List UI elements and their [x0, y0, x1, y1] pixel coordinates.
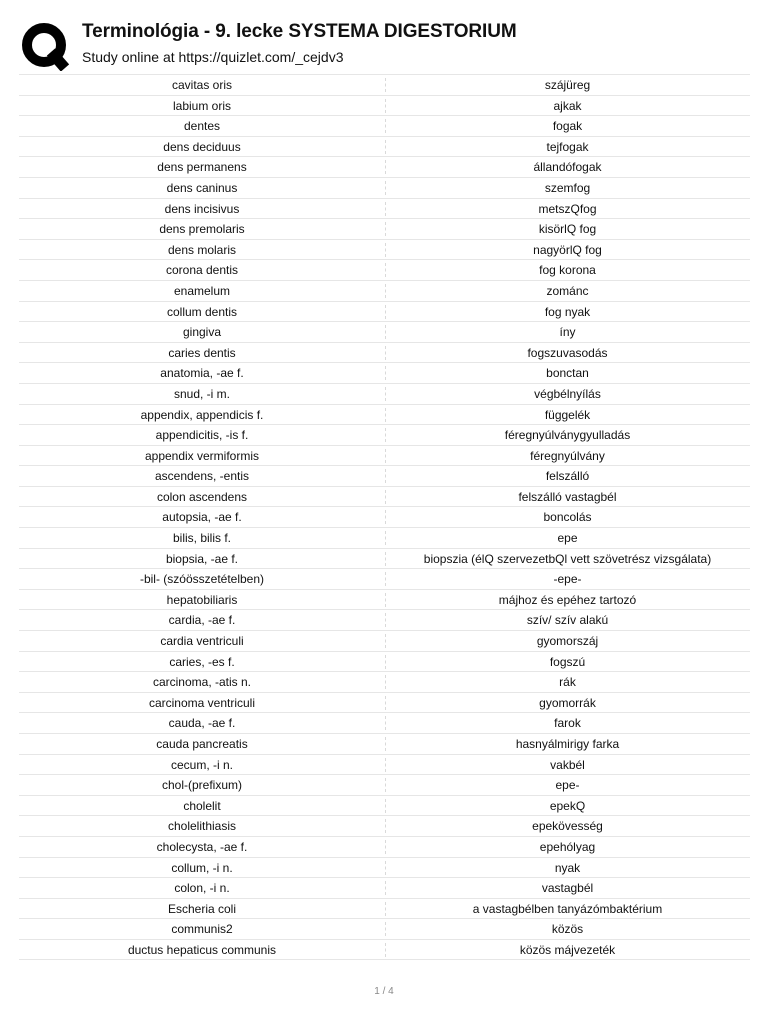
- definition-cell: zománc: [546, 283, 589, 298]
- table-row: [19, 692, 750, 713]
- table-row: [19, 836, 750, 857]
- definition-cell: szemfog: [544, 180, 591, 195]
- term-cell: carcinoma ventriculi: [148, 695, 256, 710]
- table-row: [19, 815, 750, 836]
- table-row: [19, 383, 750, 404]
- term-cell: appendix vermiformis: [144, 448, 260, 463]
- definition-cell: nyak: [554, 860, 581, 875]
- definition-cell: állandófogak: [533, 160, 602, 175]
- term-cell: biopsia, -ae f.: [165, 551, 239, 566]
- definition-cell: gyomorrák: [539, 695, 596, 710]
- term-cell: chol-(prefixum): [161, 778, 242, 793]
- table-row: [19, 486, 750, 507]
- term-cell: ascendens, -entis: [154, 469, 250, 484]
- term-cell: colon, -i n.: [174, 881, 230, 896]
- definition-cell: epekövesség: [532, 819, 603, 834]
- definition-cell: a vastagbélben tanyázómbaktérium: [472, 901, 663, 916]
- definition-cell: vastagbél: [541, 881, 594, 896]
- table-row: [19, 651, 750, 672]
- term-table: [19, 74, 750, 960]
- term-cell: corona dentis: [165, 263, 239, 278]
- table-row: [19, 939, 750, 960]
- term-cell: caries, -es f.: [169, 654, 235, 669]
- term-cell: cauda, -ae f.: [168, 716, 236, 731]
- table-row: [19, 95, 750, 116]
- table-row: [19, 898, 750, 919]
- term-cell: cauda pancreatis: [156, 737, 248, 751]
- definition-cell: fogak: [552, 119, 583, 134]
- table-row: [19, 74, 750, 95]
- term-cell: communis2: [171, 922, 233, 937]
- definition-cell: epehólyag: [539, 839, 596, 854]
- quizlet-logo-icon: [20, 21, 70, 71]
- table-row: [19, 609, 750, 630]
- table-row: [19, 424, 750, 445]
- table-row: [19, 198, 750, 219]
- term-cell: cardia ventriculi: [160, 634, 244, 649]
- table-row: [19, 362, 750, 383]
- table-row: [19, 445, 750, 466]
- definition-cell: féregnyúlványgyulladás: [504, 428, 631, 443]
- definition-cell: függelék: [544, 407, 591, 422]
- term-cell: anatomia, -ae f.: [160, 366, 244, 381]
- definition-cell: rák: [559, 675, 576, 690]
- term-cell: autopsia, -ae f.: [162, 510, 242, 525]
- table-row: [19, 404, 750, 425]
- term-cell: cholelit: [183, 798, 221, 813]
- table-row: [19, 115, 750, 136]
- term-cell: dentes: [183, 119, 221, 134]
- definition-cell: fog nyak: [544, 304, 591, 319]
- table-row: [19, 774, 750, 795]
- table-row: [19, 156, 750, 177]
- definition-cell: fog korona: [539, 263, 596, 278]
- table-row: [19, 712, 750, 733]
- term-cell: enamelum: [173, 283, 231, 298]
- term-cell: ductus hepaticus communis: [127, 942, 277, 957]
- definition-cell: nagyörlQ fog: [533, 242, 602, 257]
- table-row: [19, 795, 750, 816]
- term-cell: Escheria coli: [167, 901, 237, 916]
- term-cell: snud, -i m.: [173, 386, 230, 401]
- definition-cell: ajkak: [553, 98, 582, 113]
- definition-cell: bonctan: [546, 366, 589, 381]
- document-header: [20, 18, 750, 72]
- term-cell: bilis, bilis f.: [172, 531, 231, 546]
- term-cell: colon ascendens: [156, 489, 248, 504]
- term-cell: caries dentis: [168, 345, 236, 360]
- definition-cell: epekQ: [549, 798, 586, 813]
- document-title: Terminológia - 9. lecke SYSTEMA DIGESTORIUM: [82, 21, 517, 42]
- table-row: [19, 136, 750, 157]
- term-cell: hepatobiliaris: [166, 592, 238, 607]
- definition-cell: farok: [554, 716, 581, 731]
- definition-cell: gyomorszáj: [536, 634, 599, 649]
- definition-cell: metszQfog: [538, 201, 597, 216]
- table-row: [19, 280, 750, 301]
- term-cell: dens molaris: [167, 242, 237, 257]
- page-number: 1 / 4: [374, 986, 394, 997]
- table-row: [19, 671, 750, 692]
- study-link-text[interactable]: Study online at https://quizlet.com/_cejdv3: [82, 49, 344, 65]
- table-row: [19, 239, 750, 260]
- term-cell: collum dentis: [166, 304, 238, 319]
- definition-cell: közös májvezeték: [519, 942, 616, 957]
- table-row: [19, 754, 750, 775]
- definition-cell: -epe-: [553, 572, 582, 587]
- term-cell: cardia, -ae f.: [168, 613, 236, 628]
- term-cell: appendix, appendicis f.: [140, 407, 264, 422]
- table-row: [19, 857, 750, 878]
- definition-cell: epe: [557, 531, 578, 546]
- table-row: [19, 259, 750, 280]
- term-cell: dens caninus: [166, 180, 238, 195]
- table-row: [19, 218, 750, 239]
- table-row: [19, 877, 750, 898]
- term-cell: collum, -i n.: [171, 860, 233, 875]
- definition-cell: íny: [559, 325, 576, 340]
- term-cell: cavitas oris: [171, 78, 233, 92]
- definition-cell: hasnyálmirigy farka: [515, 737, 620, 751]
- table-row: [19, 342, 750, 363]
- term-cell: cholecysta, -ae f.: [156, 839, 248, 854]
- term-cell: cholelithiasis: [167, 819, 237, 834]
- definition-cell: epe-: [555, 778, 580, 793]
- definition-cell: féregnyúlvány: [530, 448, 605, 463]
- table-row: [19, 301, 750, 322]
- definition-cell: felszálló vastagbél: [518, 489, 617, 504]
- table-row: [19, 918, 750, 939]
- term-cell: -bil- (szóösszetételben): [139, 572, 265, 587]
- table-row: [19, 630, 750, 651]
- definition-cell: májhoz és epéhez tartozó: [498, 592, 637, 607]
- table-row: [19, 177, 750, 198]
- definition-cell: szájüreg: [544, 78, 591, 92]
- definition-cell: végbélnyílás: [534, 386, 601, 401]
- term-cell: cecum, -i n.: [170, 757, 233, 772]
- term-cell: carcinoma, -atis n.: [152, 675, 252, 690]
- definition-cell: biopszia (élQ szervezetbQl vett szövetrész vizsgálata): [423, 551, 712, 566]
- definition-cell: kisörlQ fog: [538, 222, 597, 237]
- definition-cell: fogszú: [549, 654, 586, 669]
- term-cell: labium oris: [172, 98, 232, 113]
- definition-cell: felszálló: [545, 469, 590, 484]
- table-row: [19, 589, 750, 610]
- table-row: [19, 527, 750, 548]
- table-row: [19, 548, 750, 569]
- table-row: [19, 568, 750, 589]
- term-cell: dens incisivus: [164, 201, 240, 216]
- table-row: [19, 465, 750, 486]
- term-cell: dens permanens: [157, 160, 247, 175]
- term-cell: appendicitis, -is f.: [155, 428, 249, 443]
- term-cell: gingiva: [182, 325, 222, 340]
- definition-cell: közös: [551, 922, 584, 937]
- definition-cell: fogszuvasodás: [527, 345, 608, 360]
- definition-cell: tejfogak: [546, 139, 589, 154]
- definition-cell: boncolás: [543, 510, 592, 525]
- table-row: [19, 506, 750, 527]
- definition-cell: vakbél: [550, 757, 585, 772]
- definition-cell: szív/ szív alakú: [526, 613, 609, 628]
- term-cell: dens premolaris: [159, 222, 245, 237]
- table-row: [19, 321, 750, 342]
- term-cell: dens deciduus: [163, 139, 241, 154]
- table-row: [19, 733, 750, 754]
